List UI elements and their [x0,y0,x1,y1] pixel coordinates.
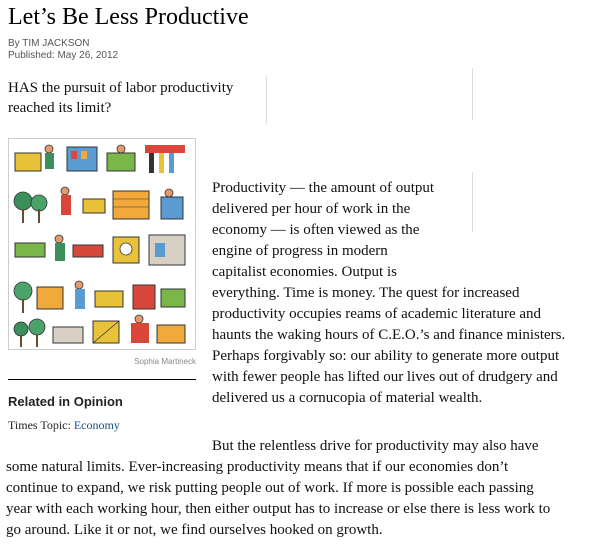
article-illustration[interactable] [8,138,196,350]
paragraph-line: everything. Time is money. The quest for increased [212,285,520,301]
image-credit: Sophia Martineck [134,357,196,366]
paragraph-line: economy — is often viewed as the [212,222,420,238]
economy-topic-link[interactable]: Economy [73,418,120,432]
body-paragraph-2 [6,436,609,541]
paragraph-line: But the relentless drive for productivity may also have [212,438,539,454]
column-divider [472,68,473,120]
paragraph-line: Productivity — the amount of output [212,180,435,196]
paragraph-line: engine of progress in modern [212,243,388,259]
body-paragraph-1 [212,178,607,409]
paragraph-line: some natural limits. Ever-increasing productivity means that if our economies don’t [6,459,509,475]
sidebar-rule [8,379,196,380]
paragraph-line: with fewer people has lifted our lives out of drudgery and [212,369,558,385]
paragraph-line: delivered us a cornucopia of material wealth. [212,390,483,406]
paragraph-line: continue to expand, we risk putting people out of work. If more is possible each passing [6,480,534,496]
workers-illustration-icon [9,139,195,349]
paragraph-line: Perhaps forgivably so: our ability to generate more output [212,348,560,364]
published-date: Published: May 26, 2012 [8,50,119,61]
paragraph-line: capitalist economies. Output is [212,264,397,280]
times-topic [8,418,120,433]
lede-line: HAS the pursuit of labor productivity [8,80,234,96]
lede-line: reached its limit? [8,100,112,116]
times-topic-label: Times Topic: [8,418,71,432]
paragraph-line: year with each working hour, then either output has to increase or else there is less work to [6,501,551,517]
paragraph-line: go around. Like it or not, we find ourselves hooked on growth. [6,522,383,538]
article-title: Let’s Be Less Productive [8,4,249,30]
paragraph-line: productivity occupies reams of academic literature and [212,306,542,322]
author-byline: By TIM JACKSON [8,38,90,49]
byline-block [8,38,118,62]
paragraph-line: delivered per hour of work in the [212,201,411,217]
paragraph-line: haunts the waking hours of C.E.O.’s and finance ministers. [212,327,566,343]
column-divider [266,76,267,124]
lede-paragraph [8,78,268,118]
related-heading: Related in Opinion [8,394,123,409]
